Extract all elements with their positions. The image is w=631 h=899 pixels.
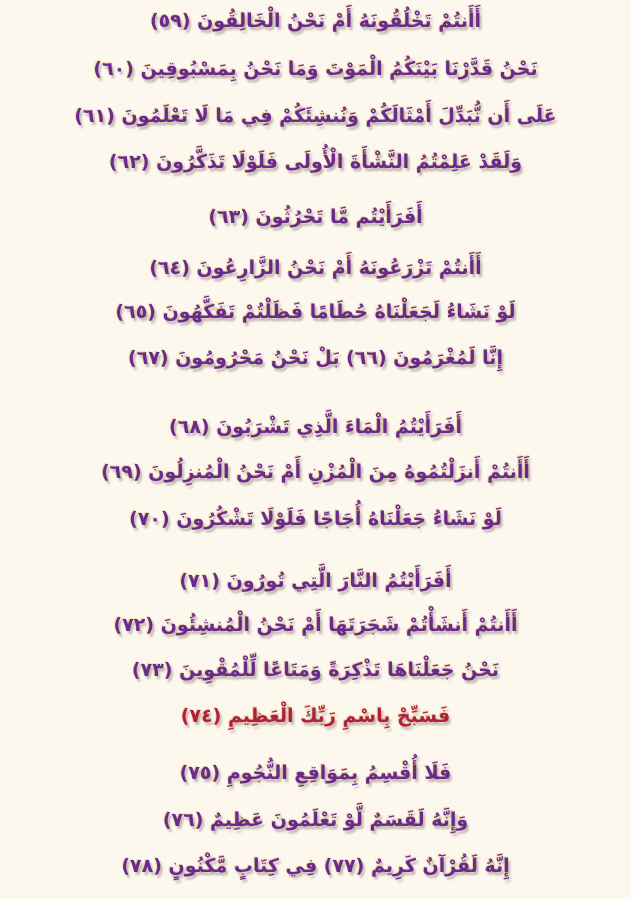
verse-line-61: عَلَى أَن نُّبَدِّلَ أَمْثَالَكُمْ وَنُنشِئَكُمْ فِي مَا لَا تَعْلَمُونَ (٦١) [74, 105, 557, 127]
verse-line-70: لَوْ نَشَاءُ جَعَلْنَاهُ أُجَاجًا فَلَوْلَا تَشْكُرُونَ (٧٠) [129, 508, 502, 530]
verse-line-77-78: إِنَّهُ لَقُرْآنٌ كَرِيمٌ (٧٧) فِي كِتَابٍ مَّكْنُونٍ (٧٨) [121, 855, 510, 877]
verse-line-63: أَفَرَأَيْتُم مَّا تَحْرُثُونَ (٦٣) [208, 206, 423, 228]
verse-line-59: أَأَنتُمْ تَخْلُقُونَهُ أَمْ نَحْنُ الْخَالِقُونَ (٥٩) [149, 10, 482, 32]
verse-line-69: أَأَنتُمْ أَنزَلْتُمُوهُ مِنَ الْمُزْنِ أَمْ نَحْنُ الْمُنزِلُونَ (٦٩) [101, 461, 530, 483]
verse-line-72: أَأَنتُمْ أَنشَأْتُمْ شَجَرَتَهَا أَمْ نَحْنُ الْمُنشِئُونَ (٧٢) [113, 614, 518, 636]
verse-line-76: وَإِنَّهُ لَقَسَمٌ لَّوْ تَعْلَمُونَ عَظِيمٌ (٧٦) [162, 809, 469, 831]
verse-line-71: أَفَرَأَيْتُمُ النَّارَ الَّتِي تُورُونَ (٧١) [179, 570, 452, 592]
verse-line-66-67: إِنَّا لَمُغْرَمُونَ (٦٦) بَلْ نَحْنُ مَحْرُومُونَ (٦٧) [128, 347, 503, 369]
verse-line-68: أَفَرَأَيْتُمُ الْمَاءَ الَّذِي تَشْرَبُونَ (٦٨) [169, 416, 462, 438]
verse-line-60: نَحْنُ قَدَّرْنَا بَيْنَكُمُ الْمَوْتَ وَمَا نَحْنُ بِمَسْبُوقِينَ (٦٠) [93, 58, 538, 80]
verse-line-75: فَلَا أُقْسِمُ بِمَوَاقِعِ النُّجُومِ (٧٥) [179, 762, 452, 784]
verse-line-62: وَلَقَدْ عَلِمْتُمُ النَّشْأَةَ الْأُولَى فَلَوْلَا تَذَكَّرُونَ (٦٢) [108, 151, 523, 173]
verse-line-65: لَوْ نَشَاءُ لَجَعَلْنَاهُ حُطَامًا فَظَلْتُمْ تَفَكَّهُونَ (٦٥) [115, 301, 516, 323]
verse-line-73: نَحْنُ جَعَلْنَاهَا تَذْكِرَةً وَمَتَاعًا لِّلْمُقْوِينَ (٧٣) [131, 659, 500, 681]
verse-line-74: فَسَبِّحْ بِاسْمِ رَبِّكَ الْعَظِيمِ (٧٤) [180, 705, 451, 727]
verse-line-64: أَأَنتُمْ تَزْرَعُونَهُ أَمْ نَحْنُ الزَّارِعُونَ (٦٤) [149, 257, 482, 279]
